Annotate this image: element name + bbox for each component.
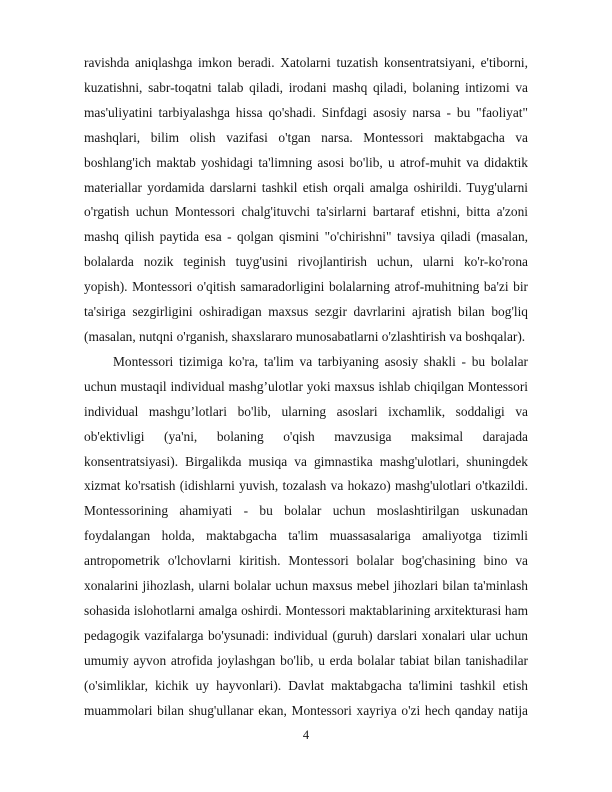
page-content [84, 51, 528, 723]
paragraph-2: Montessori tizimiga ko'ra, ta'lim va tarbiyaning asosiy shakli - bu bolalar uchun mustaqil individual mashg’ulotlar yoki maxsus ishlab chiqilgan Montessori individual mashgu’lotlari bo'lib, ularning asoslari ixchamlik, soddaligi va ob'ektivligi (ya'ni, bolaning o'qish mavzusiga maksimal darajada konsentratsiyasi). Birgalikda musiqa va gimnastika mashg'ulotlari, shuningdek xizmat ko'rsatish (idishlarni yuvish, tozalash va hokazo) mashg'ulotlari o'tkazildi. Montessorining ahamiyati - bu bolalar uchun moslashtirilgan uskunadan foydalangan holda, maktabgacha ta'lim muassasalariga amaliyotga tizimli antropometrik o'lchovlarni kiritish. Montessori bolalar bog'chasining bino va xonalarini jihozlash, ularni bolalar uchun maxsus mebel jihozlari bilan ta'minlash sohasida islohotlarni amalga oshirdi. Montessori maktablarining arxitekturasi ham pedagogik vazifalarga bo'ysunadi: individual (guruh) darslari xonalari ular uchun umumiy ayvon atrofida joylashgan bo'lib, u erda bolalar tabiat bilan tanishadilar (o'simliklar, kichik uy hayvonlari). Davlat maktabgacha ta'limini tashkil etish muammolari bilan shug'ullanar ekan, Montessori xayriya o'zi hech qanday natija [84, 353, 528, 718]
paragraph-1: ravishda aniqlashga imkon beradi. Xatolarni tuzatish konsentratsiyani, e'tiborni, kuzatishni, sabr-toqatni talab qiladi, irodani mashq qiladi, bolaning intizomi va mas'uliyatini tarbiyalashga hissa qo'shadi. Sinfdagi asosiy narsa - bu "faoliyat" mashqlari, bilim olish vazifasi o'tgan narsa. Montessori maktabgacha va boshlang'ich maktab yoshidagi ta'limning asosi bo'lib, u atrof-muhit va didaktik materiallar yordamida darslarni tashkil etish orqali amalga oshirildi. Tuyg'ularni o'rgatish uchun Montessori chalg'ituvchi ta'sirlarni bartaraf etishni, bitta a'zoni mashq qilish paytida esa - qolgan qismini "o'chirishni" tavsiya qiladi (masalan, bolalarda nozik teginish tuyg'usini rivojlantirish uchun, ularni ko'r-ko'rona yopish). Montessori o'qitish samaradorligini bolalarning atrof-muhitning ba'zi bir ta'siriga sezgirligini oshiradigan maxsus sezgir davrlarini ajratish bilan bog'liq (masalan, nutqni o'rganish, shaxslararo munosabatlarni o'zlashtirish va boshqalar). [84, 55, 528, 344]
page-number: 4 [302, 728, 310, 742]
